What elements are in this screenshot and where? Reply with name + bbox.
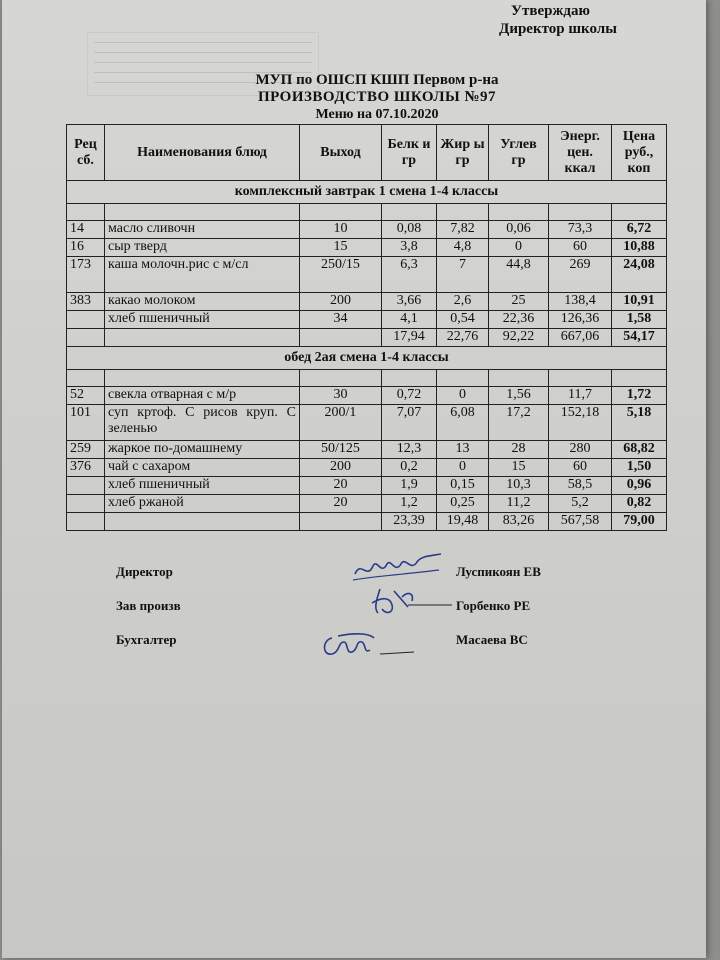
empty-cell xyxy=(549,370,612,387)
total-rec xyxy=(67,329,105,347)
cell-protein: 3,66 xyxy=(382,293,437,311)
cell-protein: 0,2 xyxy=(382,459,437,477)
col-header-protein: Белк и гр xyxy=(382,125,437,181)
spacer-row xyxy=(67,204,667,221)
cell-carbs: 17,2 xyxy=(489,405,549,441)
cell-price: 24,08 xyxy=(612,257,667,293)
cell-carbs: 0 xyxy=(489,239,549,257)
cell-fat: 2,6 xyxy=(437,293,489,311)
total-row xyxy=(67,329,667,347)
approver-title: Директор школы xyxy=(499,21,617,37)
cell-name: каша молочн.рис с м/сл xyxy=(105,257,300,293)
empty-cell xyxy=(105,204,300,221)
cell-rec: 383 xyxy=(67,293,105,311)
cell-name: суп кртоф. С рисов круп. С зеленью xyxy=(105,405,300,441)
total-name xyxy=(105,513,300,531)
cell-fat: 0,15 xyxy=(437,477,489,495)
cell-protein: 1,2 xyxy=(382,495,437,513)
cell-name: свекла отварная с м/р xyxy=(105,387,300,405)
cell-protein: 0,08 xyxy=(382,221,437,239)
empty-cell xyxy=(300,204,382,221)
cell-protein: 4,1 xyxy=(382,311,437,329)
cell-protein: 6,3 xyxy=(382,257,437,293)
cell-rec: 173 xyxy=(67,257,105,293)
total-row xyxy=(67,513,667,531)
cell-energy: 5,2 xyxy=(549,495,612,513)
cell-carbs: 25 xyxy=(489,293,549,311)
cell-protein: 7,07 xyxy=(382,405,437,441)
cell-output: 20 xyxy=(300,477,382,495)
empty-cell xyxy=(612,370,667,387)
cell-price: 10,88 xyxy=(612,239,667,257)
table-body xyxy=(67,181,667,531)
empty-cell xyxy=(437,204,489,221)
cell-name: хлеб пшеничный xyxy=(105,311,300,329)
cell-fat: 0 xyxy=(437,387,489,405)
cell-rec: 101 xyxy=(67,405,105,441)
cell-price: 1,72 xyxy=(612,387,667,405)
director-label: Директор xyxy=(116,564,173,579)
cell-name: жаркое по-домашнему xyxy=(105,441,300,459)
cell-name: масло сливочн xyxy=(105,221,300,239)
cell-protein: 1,9 xyxy=(382,477,437,495)
section-header-row xyxy=(67,347,667,370)
document-page xyxy=(2,0,706,958)
col-header-fat: Жир ы гр xyxy=(437,125,489,181)
col-header-price: Цена руб., коп xyxy=(612,125,667,181)
empty-cell xyxy=(549,204,612,221)
director-signature-image xyxy=(347,550,447,586)
table-row xyxy=(67,387,667,405)
table-row xyxy=(67,477,667,495)
table-row xyxy=(67,495,667,513)
accountant-label: Бухгалтер xyxy=(116,632,177,647)
table-row xyxy=(67,459,667,477)
cell-rec xyxy=(67,311,105,329)
table-row xyxy=(67,257,667,293)
cell-rec: 259 xyxy=(67,441,105,459)
cell-output: 250/15 xyxy=(300,257,382,293)
section-header-row xyxy=(67,181,667,204)
cell-energy: 60 xyxy=(549,239,612,257)
total-name xyxy=(105,329,300,347)
empty-cell xyxy=(67,204,105,221)
manager-signature-image xyxy=(368,583,458,619)
col-header-rec: Рец сб. xyxy=(67,125,105,181)
cell-energy: 280 xyxy=(549,441,612,459)
cell-protein: 3,8 xyxy=(382,239,437,257)
approve-label: Утверждаю xyxy=(511,3,590,19)
table-header-row xyxy=(67,125,667,181)
empty-cell xyxy=(437,370,489,387)
total-protein: 23,39 xyxy=(382,513,437,531)
col-header-output: Выход xyxy=(300,125,382,181)
col-header-name: Наименования блюд xyxy=(105,125,300,181)
cell-carbs: 15 xyxy=(489,459,549,477)
cell-name: какао молоком xyxy=(105,293,300,311)
cell-carbs: 22,36 xyxy=(489,311,549,329)
col-header-energy: Энерг. цен. ккал xyxy=(549,125,612,181)
cell-carbs: 28 xyxy=(489,441,549,459)
empty-cell xyxy=(300,370,382,387)
cell-price: 5,18 xyxy=(612,405,667,441)
cell-rec xyxy=(67,495,105,513)
total-fat: 19,48 xyxy=(437,513,489,531)
cell-carbs: 1,56 xyxy=(489,387,549,405)
cell-energy: 138,4 xyxy=(549,293,612,311)
menu-table xyxy=(66,124,667,531)
cell-carbs: 44,8 xyxy=(489,257,549,293)
table-row xyxy=(67,405,667,441)
total-carbs: 83,26 xyxy=(489,513,549,531)
director-name: Луспикоян ЕВ xyxy=(456,564,541,579)
total-output xyxy=(300,329,382,347)
signature-names xyxy=(456,564,541,666)
cell-energy: 11,7 xyxy=(549,387,612,405)
cell-output: 30 xyxy=(300,387,382,405)
total-price: 54,17 xyxy=(612,329,667,347)
manager-name: Горбенко РЕ xyxy=(456,598,531,613)
empty-cell xyxy=(489,370,549,387)
cell-fat: 0,25 xyxy=(437,495,489,513)
cell-protein: 0,72 xyxy=(382,387,437,405)
cell-fat: 13 xyxy=(437,441,489,459)
cell-price: 1,58 xyxy=(612,311,667,329)
cell-price: 1,50 xyxy=(612,459,667,477)
section-title: обед 2ая смена 1-4 классы xyxy=(67,347,667,370)
cell-fat: 6,08 xyxy=(437,405,489,441)
accountant-name: Масаева ВС xyxy=(456,632,528,647)
menu-date: Меню на 07.10.2020 xyxy=(315,107,439,122)
cell-name: хлеб ржаной xyxy=(105,495,300,513)
table-row xyxy=(67,239,667,257)
cell-price: 68,82 xyxy=(612,441,667,459)
cell-energy: 60 xyxy=(549,459,612,477)
cell-energy: 73,3 xyxy=(549,221,612,239)
cell-price: 6,72 xyxy=(612,221,667,239)
empty-cell xyxy=(382,370,437,387)
manager-label: Зав произв xyxy=(116,598,181,613)
total-output xyxy=(300,513,382,531)
cell-output: 200/1 xyxy=(300,405,382,441)
total-carbs: 92,22 xyxy=(489,329,549,347)
total-rec xyxy=(67,513,105,531)
cell-energy: 126,36 xyxy=(549,311,612,329)
cell-rec: 52 xyxy=(67,387,105,405)
cell-output: 34 xyxy=(300,311,382,329)
cell-rec: 376 xyxy=(67,459,105,477)
empty-cell xyxy=(382,204,437,221)
cell-rec xyxy=(67,477,105,495)
empty-cell xyxy=(489,204,549,221)
empty-cell xyxy=(612,204,667,221)
cell-fat: 0,54 xyxy=(437,311,489,329)
cell-fat: 0 xyxy=(437,459,489,477)
cell-protein: 12,3 xyxy=(382,441,437,459)
approval-block xyxy=(499,2,617,38)
total-energy: 667,06 xyxy=(549,329,612,347)
cell-fat: 7,82 xyxy=(437,221,489,239)
total-energy: 567,58 xyxy=(549,513,612,531)
cell-name: сыр тверд xyxy=(105,239,300,257)
cell-carbs: 10,3 xyxy=(489,477,549,495)
total-protein: 17,94 xyxy=(382,329,437,347)
production-title: ПРОИЗВОДСТВО ШКОЛЫ №97 xyxy=(257,89,497,105)
cell-output: 15 xyxy=(300,239,382,257)
cell-carbs: 0,06 xyxy=(489,221,549,239)
cell-energy: 269 xyxy=(549,257,612,293)
table-row xyxy=(67,441,667,459)
col-header-carbs: Углев гр xyxy=(489,125,549,181)
cell-price: 10,91 xyxy=(612,293,667,311)
cell-output: 200 xyxy=(300,293,382,311)
organization-title: МУП по ОШСП КШП Первом р-на xyxy=(255,72,499,88)
spacer-row xyxy=(67,370,667,387)
empty-cell xyxy=(67,370,105,387)
cell-rec: 16 xyxy=(67,239,105,257)
table-row xyxy=(67,293,667,311)
table-row xyxy=(67,221,667,239)
signature-labels xyxy=(116,564,181,666)
total-fat: 22,76 xyxy=(437,329,489,347)
cell-price: 0,82 xyxy=(612,495,667,513)
cell-output: 20 xyxy=(300,495,382,513)
accountant-signature-image xyxy=(318,628,418,664)
empty-cell xyxy=(105,370,300,387)
cell-name: хлеб пшеничный xyxy=(105,477,300,495)
cell-output: 10 xyxy=(300,221,382,239)
cell-fat: 7 xyxy=(437,257,489,293)
cell-output: 50/125 xyxy=(300,441,382,459)
cell-output: 200 xyxy=(300,459,382,477)
cell-energy: 58,5 xyxy=(549,477,612,495)
cell-fat: 4,8 xyxy=(437,239,489,257)
table-row xyxy=(67,311,667,329)
cell-energy: 152,18 xyxy=(549,405,612,441)
total-price: 79,00 xyxy=(612,513,667,531)
cell-rec: 14 xyxy=(67,221,105,239)
cell-carbs: 11,2 xyxy=(489,495,549,513)
cell-name: чай с сахаром xyxy=(105,459,300,477)
cell-price: 0,96 xyxy=(612,477,667,495)
section-title: комплексный завтрак 1 смена 1-4 классы xyxy=(67,181,667,204)
